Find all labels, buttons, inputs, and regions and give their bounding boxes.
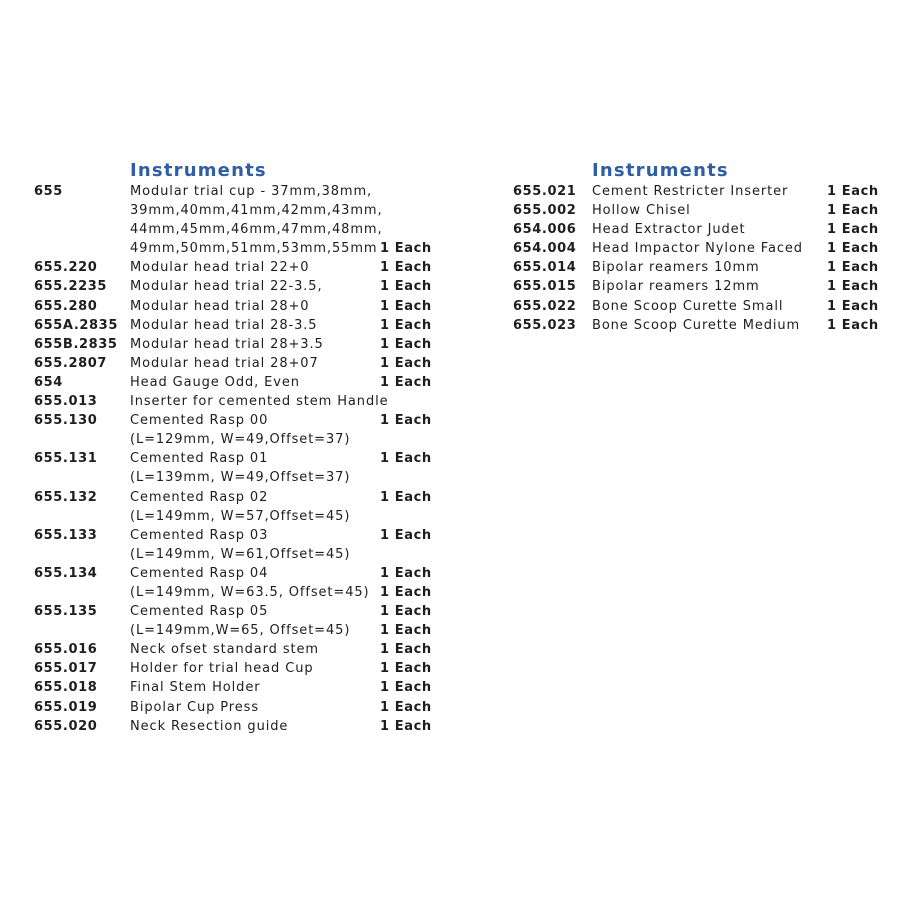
item-code: 655A.2835: [34, 317, 118, 333]
item-description: [592, 277, 822, 296]
description-line: Final Stem Holder: [130, 680, 261, 696]
item-description: [130, 659, 380, 678]
instrument-row: [0, 640, 450, 659]
item-quantity: 1 Each: [380, 489, 432, 505]
instrument-row: [0, 526, 450, 564]
item-description: [130, 602, 380, 640]
description-line: Modular head trial 28+3.5: [130, 336, 324, 352]
item-code: 655.013: [34, 394, 98, 410]
description-line: Head Gauge Odd, Even: [130, 374, 300, 390]
item-code: 655.132: [34, 489, 98, 505]
item-code: 655.130: [34, 413, 98, 429]
item-code: 655.135: [34, 604, 98, 620]
item-quantity: 1 Each: [827, 298, 879, 314]
item-description: [592, 220, 822, 239]
instrument-row: [0, 297, 450, 316]
instrument-row: [0, 488, 450, 526]
instrument-row: [480, 297, 900, 316]
instrument-row: [480, 239, 900, 258]
description-line: Modular head trial 22-3.5,: [130, 279, 323, 295]
description-line: Cemented Rasp 00: [130, 413, 269, 429]
description-line: (L=149mm, W=61,Offset=45): [130, 546, 351, 562]
instrument-row: [480, 201, 900, 220]
right-rows: [480, 182, 900, 335]
description-line: Cemented Rasp 05: [130, 604, 269, 620]
item-code: 655.015: [513, 279, 577, 295]
item-quantity: 1 Each: [827, 222, 879, 238]
item-description: [592, 258, 822, 277]
item-code: 655: [34, 184, 63, 199]
item-code: 655B.2835: [34, 336, 118, 352]
instrument-row: [480, 258, 900, 277]
item-quantity: 1 Each: [380, 241, 432, 257]
item-quantity: 1 Each: [380, 661, 432, 677]
description-line: Modular head trial 28+0: [130, 298, 310, 314]
item-quantity: 1 Each: [380, 298, 432, 314]
item-code: 655.022: [513, 298, 577, 314]
description-line: Head Impactor Nylone Faced: [592, 241, 803, 257]
description-line: Holder for trial head Cup: [130, 661, 314, 677]
item-quantity: 1 Each: [380, 584, 432, 600]
instrument-row: [0, 717, 450, 736]
item-code: 655.2807: [34, 355, 108, 371]
item-quantity: 1 Each: [380, 317, 432, 333]
item-description: [130, 182, 383, 258]
description-line: Inserter for cemented stem Handle: [130, 394, 389, 410]
item-description: [130, 640, 380, 659]
item-code: 654.006: [513, 222, 577, 238]
description-line: Modular trial cup - 37mm,38mm,: [130, 184, 373, 199]
description-line: Cemented Rasp 02: [130, 489, 269, 505]
item-code: 655.014: [513, 260, 577, 276]
left-section-heading: Instruments: [130, 160, 267, 181]
description-line: Neck Resection guide: [130, 718, 289, 734]
instrument-row: [0, 335, 450, 354]
item-code: 655.2235: [34, 279, 108, 295]
description-line: Bipolar Cup Press: [130, 699, 260, 715]
item-quantity: 1 Each: [380, 336, 432, 352]
item-description: [130, 277, 380, 296]
item-code: 655.220: [34, 260, 98, 276]
instrument-row: [0, 392, 450, 411]
item-quantity: 1 Each: [380, 623, 432, 639]
instrument-row: [0, 373, 450, 392]
item-quantity: 1 Each: [827, 317, 879, 333]
instrument-row: [0, 277, 450, 296]
item-description: [130, 717, 380, 736]
item-quantity: 1 Each: [827, 241, 879, 257]
description-line: Bone Scoop Curette Small: [592, 298, 784, 314]
description-line: Cement Restricter Inserter: [592, 184, 789, 199]
description-line: Bipolar reamers 12mm: [592, 279, 760, 295]
description-line: Hollow Chisel: [592, 203, 691, 219]
item-description: [130, 488, 380, 526]
instrument-row: [0, 354, 450, 373]
description-line: Cemented Rasp 01: [130, 451, 269, 467]
instrument-row: [0, 698, 450, 717]
item-description: [130, 373, 380, 392]
item-description: [130, 258, 380, 277]
instrument-row: [0, 678, 450, 697]
instrument-row: [480, 316, 900, 335]
item-description: [130, 564, 380, 602]
description-line: (L=129mm, W=49,Offset=37): [130, 432, 351, 448]
item-code: 654.004: [513, 241, 577, 257]
item-code: 655.134: [34, 565, 98, 581]
instrument-row: [0, 316, 450, 335]
item-code: 655.018: [34, 680, 98, 696]
item-quantity: 1 Each: [827, 279, 879, 295]
item-quantity: 1 Each: [380, 604, 432, 620]
item-quantity: 1 Each: [380, 680, 432, 696]
description-line: 39mm,40mm,41mm,42mm,43mm,: [130, 203, 383, 219]
item-quantity: 1 Each: [380, 374, 432, 390]
item-quantity: 1 Each: [827, 203, 879, 219]
description-line: Neck ofset standard stem: [130, 642, 319, 658]
item-code: 655.017: [34, 661, 98, 677]
instrument-row: [0, 602, 450, 640]
item-code: 655.023: [513, 317, 577, 333]
item-quantity: 1 Each: [380, 699, 432, 715]
instrument-row: [480, 220, 900, 239]
item-quantity: 1 Each: [380, 355, 432, 371]
item-code: 654: [34, 374, 63, 390]
item-description: [592, 201, 822, 220]
item-description: [130, 316, 380, 335]
item-description: [592, 316, 822, 335]
item-description: [130, 449, 380, 487]
description-line: (L=149mm, W=57,Offset=45): [130, 508, 351, 524]
item-quantity: 1 Each: [380, 279, 432, 295]
description-line: (L=149mm, W=63.5, Offset=45): [130, 584, 370, 600]
description-line: 49mm,50mm,51mm,53mm,55mm: [130, 241, 378, 257]
description-line: Cemented Rasp 04: [130, 565, 269, 581]
item-description: [592, 239, 822, 258]
item-code: 655.131: [34, 451, 98, 467]
instrument-row: [0, 411, 450, 449]
item-code: 655.280: [34, 298, 98, 314]
item-description: [130, 335, 380, 354]
item-description: [130, 297, 380, 316]
right-section-heading: Instruments: [592, 160, 729, 181]
item-description: [130, 698, 380, 717]
item-code: 655.002: [513, 203, 577, 219]
description-line: Head Extractor Judet: [592, 222, 746, 238]
left-rows: [0, 182, 450, 736]
item-description: [130, 392, 389, 411]
description-line: Cemented Rasp 03: [130, 527, 269, 543]
item-code: 655.016: [34, 642, 98, 658]
item-quantity: 1 Each: [827, 184, 879, 199]
description-line: Bipolar reamers 10mm: [592, 260, 760, 276]
description-line: Modular head trial 28+07: [130, 355, 319, 371]
instrument-row: [0, 258, 450, 277]
item-description: [592, 182, 822, 201]
item-quantity: 1 Each: [380, 718, 432, 734]
description-line: Modular head trial 28-3.5: [130, 317, 318, 333]
instrument-row: [0, 449, 450, 487]
instrument-row: [480, 182, 900, 201]
item-quantity: 1 Each: [380, 413, 432, 429]
item-description: [130, 411, 380, 449]
item-code: 655.020: [34, 718, 98, 734]
description-line: (L=149mm,W=65, Offset=45): [130, 623, 351, 639]
description-line: (L=139mm, W=49,Offset=37): [130, 470, 351, 486]
description-line: 44mm,45mm,46mm,47mm,48mm,: [130, 222, 383, 238]
instrument-row: [0, 182, 450, 258]
item-description: [130, 678, 380, 697]
instrument-row: [0, 659, 450, 678]
item-code: 655.019: [34, 699, 98, 715]
description-line: Modular head trial 22+0: [130, 260, 310, 276]
item-description: [592, 297, 822, 316]
item-code: 655.021: [513, 184, 577, 199]
item-description: [130, 526, 380, 564]
item-quantity: 1 Each: [380, 527, 432, 543]
instrument-row: [0, 564, 450, 602]
item-code: 655.133: [34, 527, 98, 543]
item-quantity: 1 Each: [380, 451, 432, 467]
item-quantity: 1 Each: [380, 642, 432, 658]
item-quantity: 1 Each: [380, 565, 432, 581]
item-quantity: 1 Each: [827, 260, 879, 276]
description-line: Bone Scoop Curette Medium: [592, 317, 801, 333]
instrument-row: [480, 277, 900, 296]
item-description: [130, 354, 380, 373]
item-quantity: 1 Each: [380, 260, 432, 276]
